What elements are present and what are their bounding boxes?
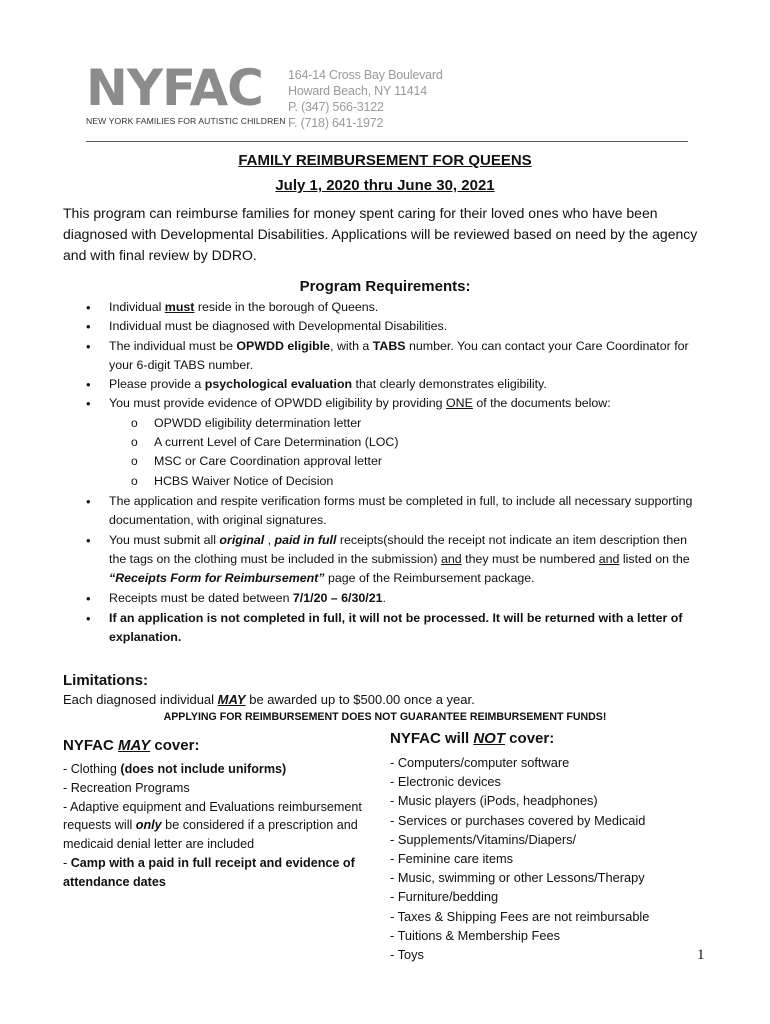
text-run: they must be numbered [461, 551, 599, 566]
emphasis: MAY [217, 692, 246, 707]
address-city: Howard Beach, NY 11414 [288, 84, 427, 98]
emphasis: must [164, 300, 195, 314]
text-run: . [382, 591, 386, 606]
list-item: - Music, swimming or other Lessons/Therapy [390, 870, 645, 886]
list-item [86, 298, 701, 317]
document-title: FAMILY REIMBURSEMENT FOR QUEENS [238, 152, 532, 169]
list-item: • Individual must be diagnosed with Developmental Disabilities. [86, 317, 701, 336]
limitations-text [63, 692, 475, 707]
emphasis: NOT [473, 730, 506, 747]
letterhead-divider [86, 141, 688, 142]
text-run: number. You can contact your Care Coordinator for your 6-digit TABS number. [109, 338, 689, 372]
documents-sublist [109, 414, 701, 491]
intro-paragraph: This program can reimburse families for money spent caring for their loved ones who have been diagnosed with Developmental Disabilities. Applications will be reviewed based on need by the agency and with final review by DDRO. [63, 205, 698, 263]
list-item: - Recreation Programs [63, 780, 190, 795]
address-fax: F. (718) 641-1972 [288, 116, 384, 130]
logo-subtitle: NEW YORK FAMILIES FOR AUTISTIC CHILDREN [86, 116, 286, 126]
letterhead-address [288, 67, 443, 131]
limitations-heading: Limitations: [63, 672, 148, 689]
logo-wordmark: NYFAC [86, 59, 263, 117]
text-run: - [63, 855, 71, 870]
not-cover-section [390, 730, 710, 964]
text-run: Each diagnosed individual [63, 692, 218, 707]
text-run: that clearly demonstrates eligibility. [352, 377, 547, 392]
emphasis: paid in full [274, 532, 337, 547]
page-number: 1 [697, 947, 705, 963]
list-item: - Electronic devices [390, 774, 501, 790]
list-item: - Music players (iPods, headphones) [390, 793, 598, 809]
text-run: cover: [150, 737, 200, 754]
text-run: listed on the [619, 551, 690, 566]
text-run: - Adaptive equipment and Evaluations reimbursement requests will [63, 799, 362, 833]
list-item: - Taxes & Shipping Fees are not reimbursable [390, 908, 650, 924]
emphasis: and [598, 551, 620, 566]
list-item: - Computers/computer software [390, 755, 570, 770]
emphasis: Camp with a paid in full receipt and evidence of attendance dates [63, 855, 355, 889]
list-item [86, 337, 701, 376]
address-street: 164-14 Cross Bay Boulevard [288, 68, 443, 82]
emphasis: and [441, 551, 462, 566]
text-run: cover: [505, 730, 555, 747]
list-item [86, 375, 701, 394]
text-run: be awarded up to $500.00 once a year. [245, 692, 475, 707]
list-item: - Furniture/bedding [390, 889, 499, 905]
sublist-item: o A current Level of Care Determination (LOC) [109, 433, 701, 452]
text-run: The individual must be [109, 338, 237, 353]
nyfac-logo [86, 59, 286, 130]
list-item: - Supplements/Vitamins/Diapers/ [390, 831, 577, 847]
list-item [86, 609, 701, 648]
text-run: Receipts must be dated between [109, 591, 293, 606]
may-cover-heading [63, 737, 381, 754]
sublist-item: o OPWDD eligibility determination letter [109, 414, 701, 433]
requirements-heading: Program Requirements: [299, 278, 471, 295]
emphasis: original [219, 532, 265, 547]
emphasis: ONE [446, 396, 473, 411]
text-run: - Clothing [63, 762, 121, 776]
text-run: NYFAC [63, 737, 119, 754]
list-item: - Toys [390, 947, 424, 963]
text-run: of the documents below: [472, 396, 611, 411]
address-phone: P. (347) 566-3122 [288, 100, 384, 114]
emphasis: (does not include uniforms) [120, 762, 287, 776]
may-cover-section [63, 737, 381, 892]
text-run: , [264, 532, 275, 547]
list-item [86, 589, 701, 608]
requirements-list [86, 298, 701, 647]
emphasis: MAY [118, 737, 151, 754]
list-item [63, 798, 381, 854]
limitations-warning: APPLYING FOR REIMBURSEMENT DOES NOT GUARANTEE REIMBURSEMENT FUNDS! [163, 711, 607, 723]
text-run: NYFAC will [390, 730, 474, 747]
text-run: , with a [330, 338, 373, 353]
not-cover-list [390, 753, 710, 964]
list-item [63, 854, 381, 892]
text-run: be considered if a prescription and medicaid denial letter are included [63, 818, 358, 852]
emphasis: only [135, 818, 162, 833]
text-run: You must submit all [109, 532, 220, 547]
sublist-item: o HCBS Waiver Notice of Decision [109, 472, 701, 491]
emphasis: OPWDD eligible [236, 338, 331, 353]
may-cover-list [63, 760, 381, 892]
text-run: page of the Reimbursement package. [324, 571, 535, 586]
list-item: - Services or purchases covered by Medicaid [390, 812, 646, 828]
document-period: July 1, 2020 thru June 30, 2021 [275, 177, 495, 194]
text-run: receipts(should the receipt not indicate an item description then the tags on the clothing must be included in the submission) [109, 532, 688, 566]
list-item: - Feminine care items [390, 851, 514, 867]
list-item [63, 760, 381, 779]
not-cover-heading [390, 730, 710, 747]
text-run: reside in the borough of Queens. [194, 300, 379, 314]
text-run: Please provide a [109, 377, 205, 392]
list-item: - Tuitions & Membership Fees [390, 927, 560, 943]
list-item: • The application and respite verification forms must be completed in full, to include all necessary supporting documentation, with original signatures. [86, 492, 701, 531]
emphasis: 7/1/20 – 6/30/21 [292, 591, 383, 606]
list-item [86, 394, 701, 490]
emphasis: TABS [372, 338, 406, 353]
emphasis: If an application is not completed in full, it will not be processed. It will be returned with a letter of explanation. [109, 610, 683, 645]
text-run: Individual [109, 300, 165, 314]
sublist-item: o MSC or Care Coordination approval letter [109, 452, 701, 471]
emphasis: “Receipts Form for Reimbursement” [109, 571, 325, 586]
list-item [86, 531, 701, 589]
emphasis: psychological evaluation [204, 377, 353, 392]
text-run: You must provide evidence of OPWDD eligibility by providing [109, 396, 447, 411]
